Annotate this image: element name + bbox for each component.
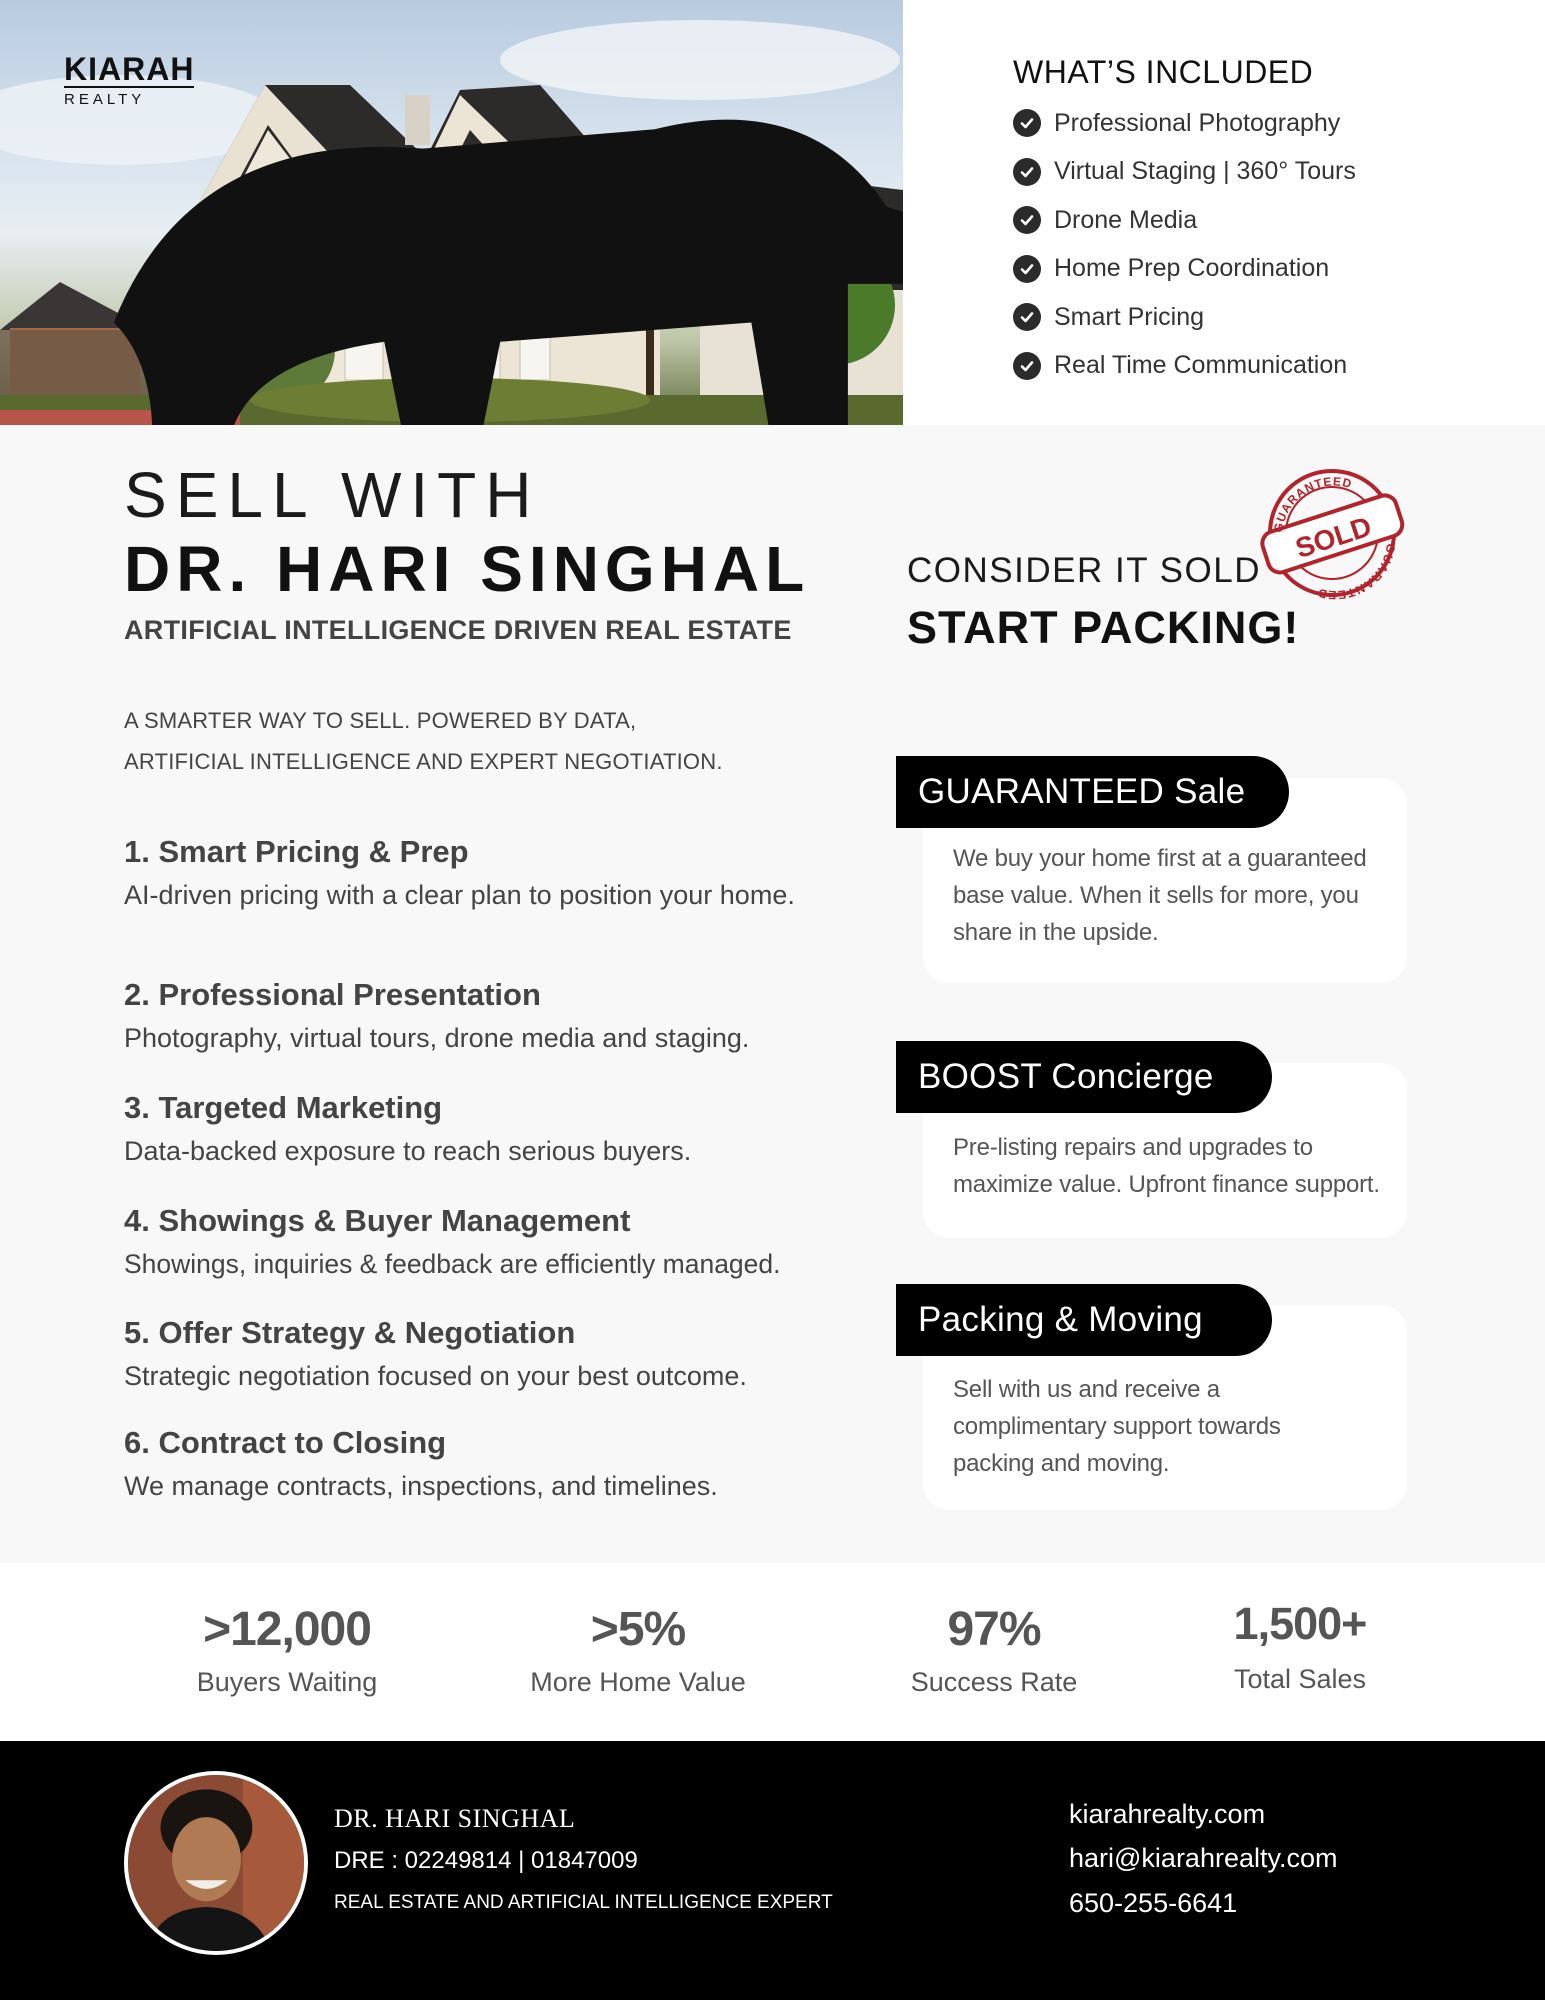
intro-line: ARTIFICIAL INTELLIGENCE AND EXPERT NEGOTIATION.: [124, 749, 723, 774]
headline-sell-with: SELL WITH: [124, 459, 541, 531]
card-line: share in the upside.: [953, 919, 1159, 946]
included-item-label: Virtual Staging | 360° Tours: [1054, 157, 1356, 186]
step-item: [124, 1425, 844, 1503]
step-title: 3. Targeted Marketing: [124, 1090, 443, 1125]
step-title: 6. Contract to Closing: [124, 1425, 447, 1460]
hero-house-photo: [0, 0, 903, 425]
agent-avatar: [124, 1771, 308, 1955]
included-item-label: Smart Pricing: [1054, 302, 1205, 331]
included-item: [1013, 99, 1513, 148]
check-circle-icon: [1013, 352, 1041, 380]
headline-agent-name: DR. HARI SINGHAL: [124, 533, 811, 605]
stat-value: >5%: [590, 1603, 686, 1656]
stat-label: More Home Value: [530, 1667, 746, 1697]
step-item: [124, 1315, 844, 1425]
included-item-label: Drone Media: [1054, 205, 1198, 234]
card-line: We buy your home first at a guaranteed: [953, 845, 1367, 872]
footer-agent-name: DR. HARI SINGHAL: [334, 1804, 576, 1833]
stat-label: Total Sales: [1233, 1664, 1367, 1694]
agent-portrait: [128, 1775, 304, 1951]
step-desc: Photography, virtual tours, drone media and staging.: [124, 1023, 750, 1053]
whats-included-heading: WHAT’S INCLUDED: [1013, 54, 1314, 90]
footer-phone-link[interactable]: 650-255-6641: [1069, 1888, 1238, 1918]
tagline: ARTIFICIAL INTELLIGENCE DRIVEN REAL ESTATE: [124, 615, 792, 645]
stamp-sold-text: SOLD: [1291, 510, 1376, 565]
step-desc: Showings, inquiries & feedback are efficiently managed.: [124, 1249, 781, 1279]
included-list: [1013, 99, 1513, 390]
check-circle-icon: [1013, 158, 1041, 186]
stat-total-sales: [1234, 1598, 1367, 1695]
card-title-guaranteed-sale: GUARANTEED Sale: [896, 756, 1289, 828]
step-item: [124, 1203, 844, 1315]
card-body: [953, 1129, 1380, 1203]
stat-more-home-value: [530, 1602, 746, 1698]
start-packing: START PACKING!: [907, 602, 1300, 653]
consider-it-sold: CONSIDER IT SOLD: [907, 551, 1261, 590]
step-title: 1. Smart Pricing & Prep: [124, 834, 469, 869]
intro-text: [124, 700, 723, 782]
card-body: [953, 1371, 1281, 1482]
footer-dre-number: DRE : 02249814 | 01847009: [334, 1847, 638, 1874]
step-item: [124, 1090, 844, 1203]
included-item-label: Home Prep Coordination: [1054, 254, 1330, 283]
check-circle-icon: [1013, 109, 1041, 137]
intro-line: A SMARTER WAY TO SELL. POWERED BY DATA,: [124, 708, 637, 733]
whats-included-section: [1013, 54, 1513, 390]
included-item: [1013, 342, 1513, 391]
card-title-packing-moving: Packing & Moving: [896, 1284, 1272, 1356]
included-item: [1013, 148, 1513, 197]
included-item: [1013, 196, 1513, 245]
step-title: 5. Offer Strategy & Negotiation: [124, 1315, 576, 1350]
card-body: [953, 840, 1367, 951]
card-line: base value. When it sells for more, you: [953, 882, 1359, 909]
step-item: [124, 977, 844, 1090]
stamp-top-text: GUARANTEED: [1270, 474, 1354, 534]
step-desc: Strategic negotiation focused on your best outcome.: [124, 1361, 747, 1391]
step-title: 4. Showings & Buyer Management: [124, 1203, 631, 1238]
check-circle-icon: [1013, 303, 1041, 331]
stat-value: >12,000: [203, 1603, 371, 1656]
card-line: Sell with us and receive a: [953, 1376, 1220, 1403]
included-item-label: Real Time Communication: [1054, 351, 1348, 380]
stat-success-rate: [911, 1602, 1078, 1698]
step-desc: AI-driven pricing with a clear plan to position your home.: [124, 880, 795, 910]
stat-value: 97%: [947, 1603, 1041, 1656]
card-title-boost-concierge: BOOST Concierge: [896, 1041, 1272, 1113]
card-line: Pre-listing repairs and upgrades to: [953, 1134, 1313, 1161]
card-line: packing and moving.: [953, 1450, 1170, 1477]
check-circle-icon: [1013, 206, 1041, 234]
stat-label: Success Rate: [910, 1667, 1078, 1697]
included-item-label: Professional Photography: [1054, 108, 1341, 137]
included-item: [1013, 293, 1513, 342]
brand-name: KIARAH: [64, 51, 195, 87]
card-line: maximize value. Upfront finance support.: [953, 1171, 1380, 1198]
step-item: [124, 834, 844, 977]
step-title: 2. Professional Presentation: [124, 977, 541, 1012]
check-circle-icon: [1013, 255, 1041, 283]
brand-logo: [64, 52, 194, 108]
footer-website-link[interactable]: kiarahrealty.com: [1069, 1799, 1266, 1829]
brand-sub: REALTY: [64, 91, 146, 108]
stat-buyers-waiting: [197, 1602, 378, 1698]
stamp-bottom-text: GUARANTEED: [1315, 542, 1399, 603]
sold-stamp-icon: [1252, 458, 1412, 608]
card-line: complimentary support towards: [953, 1413, 1281, 1440]
footer-email-link[interactable]: hari@kiarahrealty.com: [1069, 1843, 1338, 1873]
footer-agent-title: REAL ESTATE AND ARTIFICIAL INTELLIGENCE EXPERT: [334, 1892, 833, 1913]
bear-icon: [68, 52, 903, 425]
included-item: [1013, 245, 1513, 294]
stat-label: Buyers Waiting: [196, 1667, 378, 1697]
process-steps: [124, 834, 844, 1503]
step-desc: Data-backed exposure to reach serious buyers.: [124, 1136, 692, 1166]
step-desc: We manage contracts, inspections, and timelines.: [124, 1471, 718, 1501]
stat-value: 1,500+: [1233, 1598, 1367, 1649]
